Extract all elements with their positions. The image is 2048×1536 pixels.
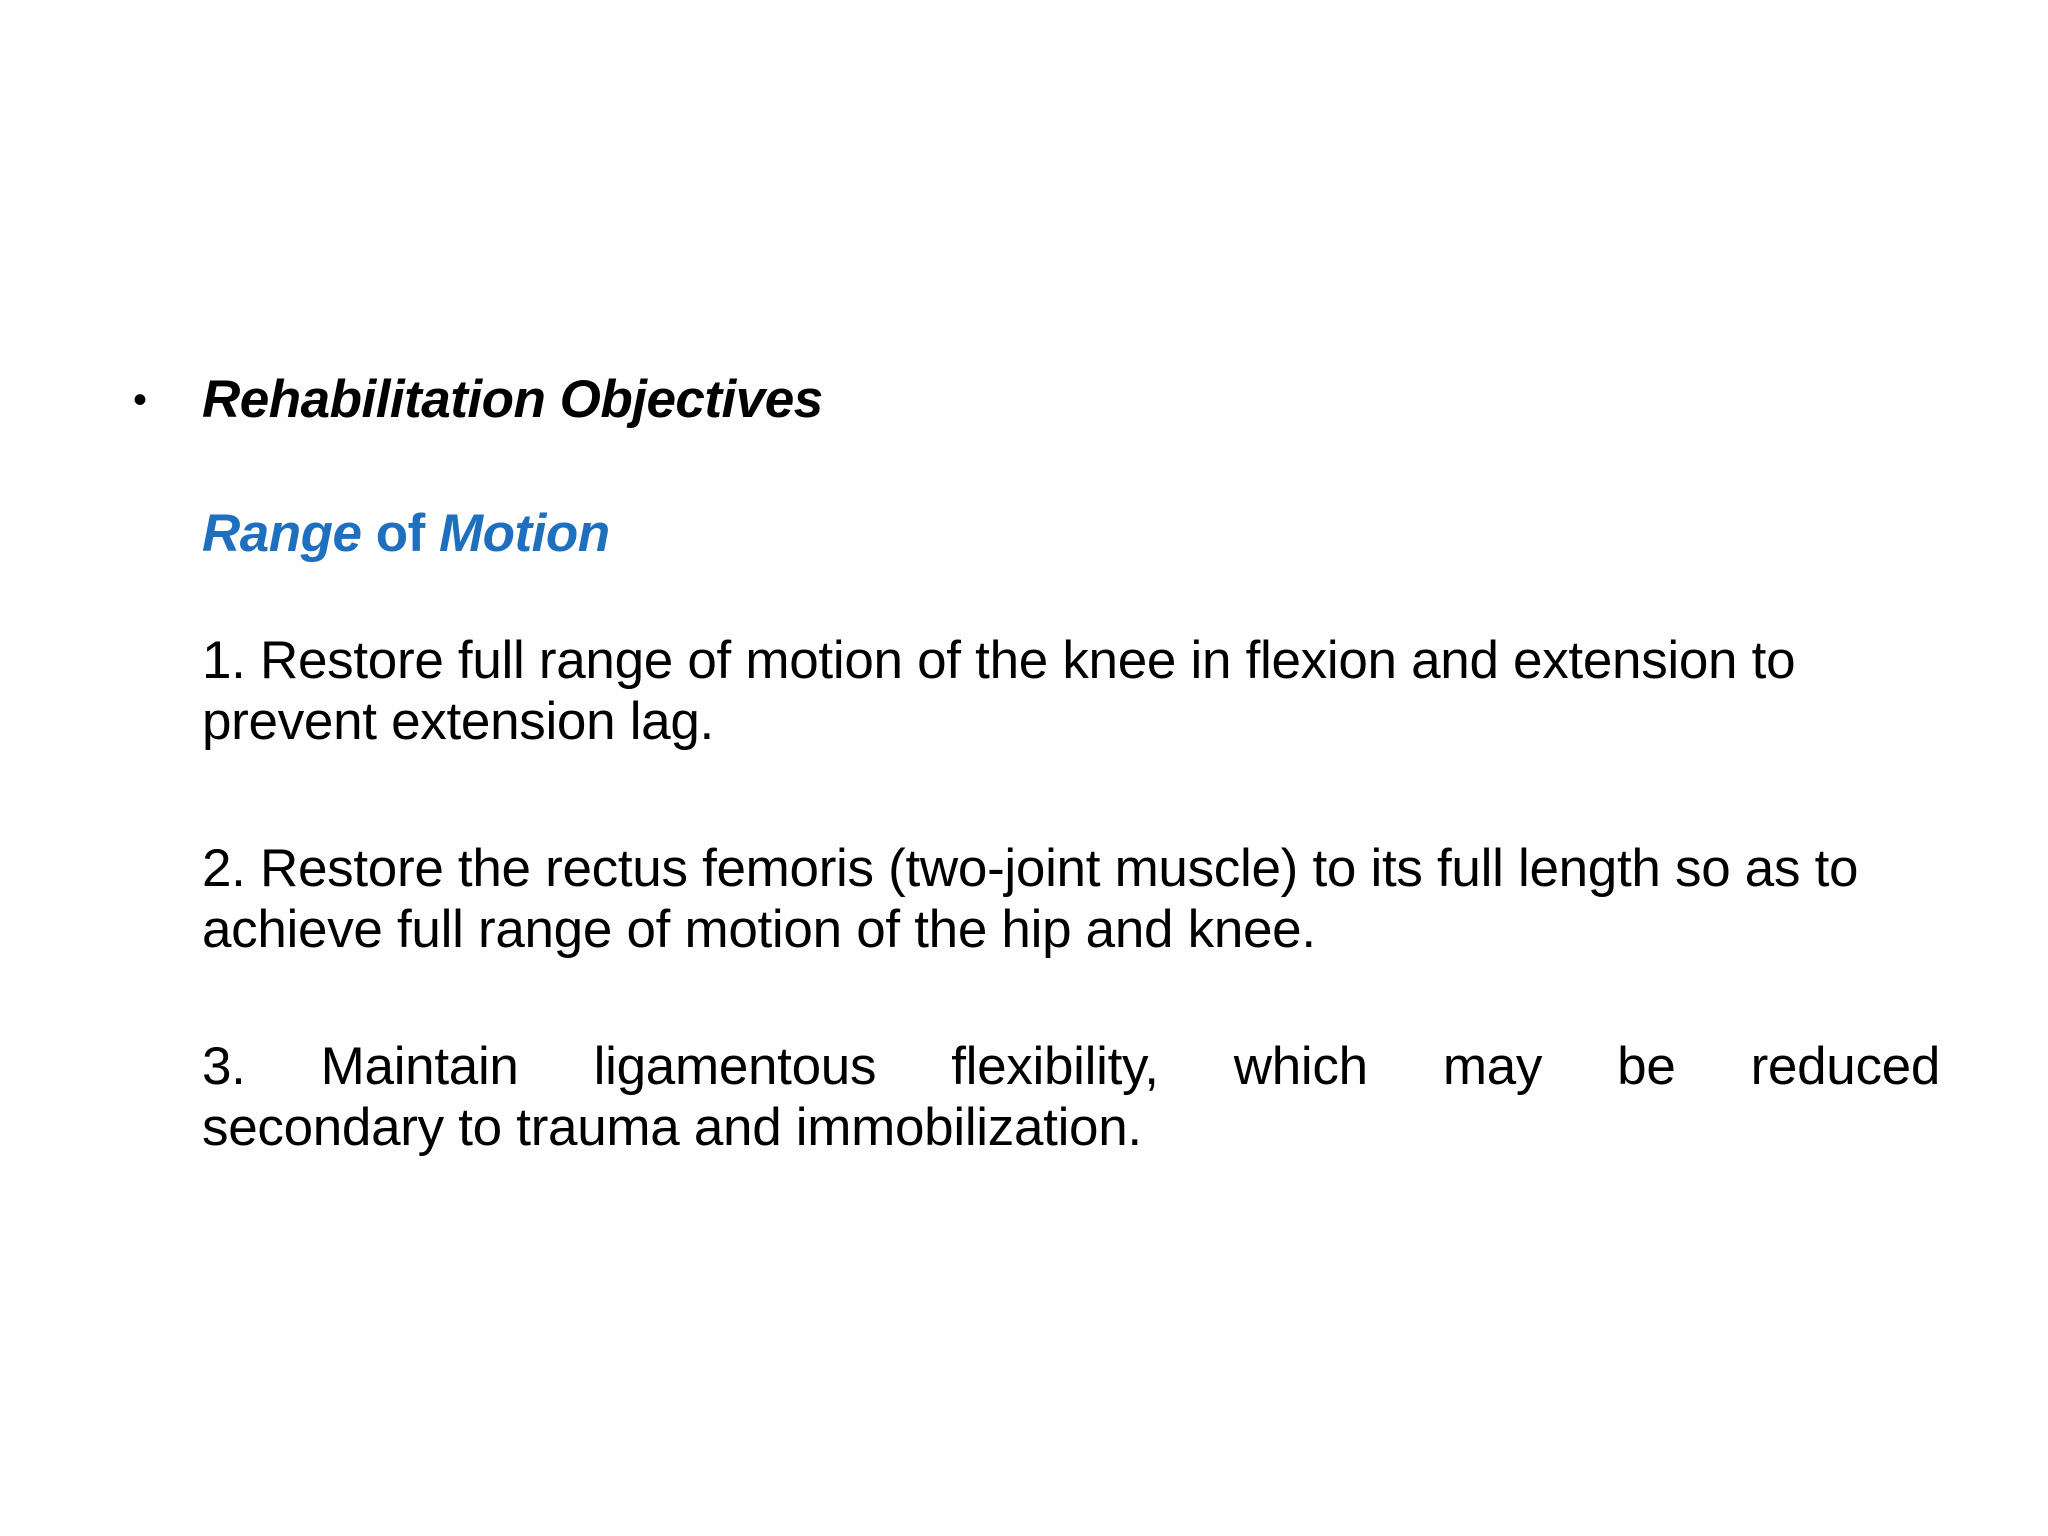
objective-paragraph-3-line-2: secondary to trauma and immobilization. <box>202 1098 1142 1157</box>
objective-paragraph-3-line-1: 3. Maintain ligamentous flexibility, which may be reduced <box>202 1037 1940 1096</box>
subheading <box>202 494 1940 574</box>
objective-paragraph-3 <box>202 1036 1940 1158</box>
objective-paragraph-2: 2. Restore the rectus femoris (two-joint muscle) to its full length so as to achieve full range of motion of the hip and knee. <box>202 839 1859 959</box>
bullet-icon: • <box>132 378 147 422</box>
section-heading: Rehabilitation Objectives <box>202 370 823 429</box>
objective-paragraph-1: 1. Restore full range of motion of the knee in flexion and extension to prevent extension lag. <box>202 631 1796 751</box>
slide-content <box>120 360 1940 1158</box>
subheading-word-motion: Motion <box>438 504 610 563</box>
subheading-word-range: Range <box>202 504 362 563</box>
subheading-word-of: of <box>361 504 439 563</box>
bullet-item <box>120 360 1940 440</box>
